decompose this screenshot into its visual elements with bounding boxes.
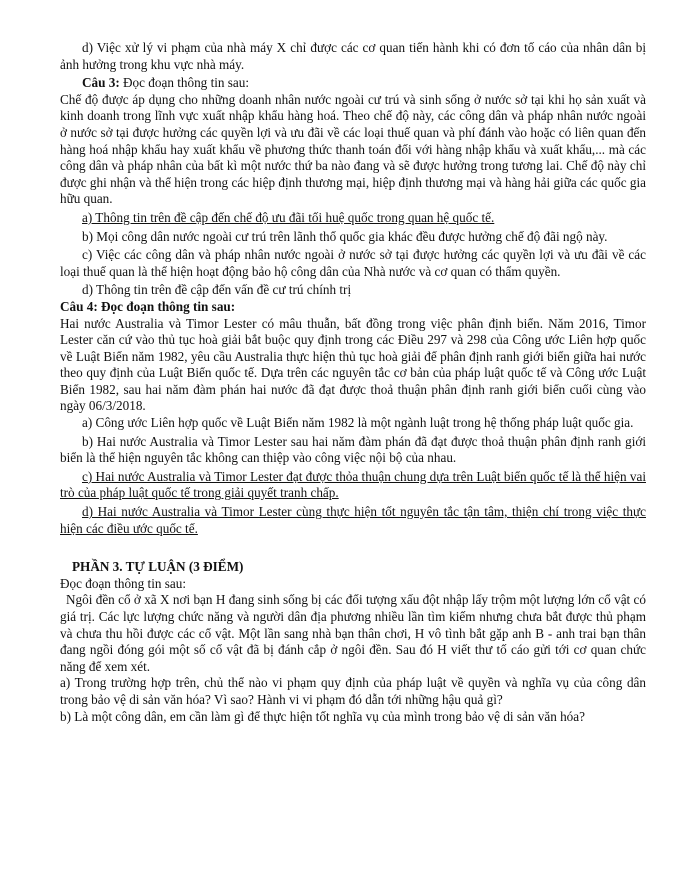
part3-question-a: a) Trong trường hợp trên, chủ thể nào vi phạm quy định của pháp luật về quyền và nghĩa vụ của công dân trong bảo vệ di sản văn hóa? Vì sao? Hành vi vi phạm đó dẫn tới những hậu quả gì?	[60, 675, 646, 707]
q3-option-d: d) Thông tin trên đề cập đến vấn đề cư trú chính trị	[82, 282, 352, 298]
q4-option-a: a) Công ước Liên hợp quốc về Luật Biển năm 1982 là một ngành luật trong hệ thống pháp luật quốc gia.	[82, 415, 634, 431]
q3-option-b: b) Mọi công dân nước ngoài cư trú trên lãnh thổ quốc gia khác đều được hưởng chế độ đãi ngộ này.	[82, 228, 608, 244]
q4-heading: Câu 4: Đọc đoạn thông tin sau:	[60, 298, 236, 314]
q3-heading	[60, 75, 646, 92]
q4-option-c: c) Hai nước Australia và Timor Lester đạt được thỏa thuận chung dựa trên Luật biển quốc tế là thể hiện vai trò của pháp luật quốc tế trong giải quyết tranh chấp.	[60, 468, 646, 501]
q3-option-c: c) Việc các công dân và pháp nhân nước ngoài ở nước sở tại được hưởng các quyền lợi và ưu đãi về các loại thuế quan là thể hiện hoạt động bảo hộ công dân của Nhà nước và cơ quan có thẩm quyền.	[60, 247, 646, 279]
q4-passage: Hai nước Australia và Timor Lester có mâu thuẫn, bất đồng trong việc phân định biển. Năm 2016, Timor Lester căn cứ vào thủ tục hoà giải bắt buộc quy định trong các Điều 297 và 298 của Công ước Liên hợp quốc về Luật Biển năm 1982, yêu cầu Australia thực hiện thủ tục hoà giải để phân định ranh giới biển giữa hai nước theo quy định của Luật Biển quốc tế. Dựa trên các nguyên tắc cơ bản của pháp luật quốc tế và Công ước Luật Biển 1982, sau hai năm đàm phán hai nước đã đạt được thoả thuận phân định ranh giới biển cuối cùng vào ngày 06/3/2018.	[60, 315, 646, 414]
part3-passage: Ngôi đền cổ ở xã X nơi bạn H đang sinh sống bị các đối tượng xấu đột nhập lấy trộm một lượng lớn cổ vật có giá trị. Các lực lượng chức năng và người dân địa phương nhiều lần tìm kiếm nhưng chưa bắt được thủ phạm và chưa thu hồi được các cổ vật. Một lần sang nhà bạn thân chơi, H vô tình bắt gặp anh B - anh trai bạn thân đang ngồi đóng gói một số cổ vật đã bị đánh cắp ở ngôi đền. Sau đó H viết thư tố cáo gửi tới cơ quan chức năng để xem xét.	[60, 592, 646, 674]
q3-passage: Chế độ được áp dụng cho những doanh nhân nước ngoài cư trú và sinh sống ở nước sở tại khi họ sản xuất và kinh doanh trong lĩnh vực xuất nhập khẩu hàng hoá. Theo chế độ này, các công dân và pháp nhân nước ngoài ở nước sở tại được hưởng các quyền lợi và ưu đãi về các loại thuế quan và phí đánh vào hoặc có liên quan đến hàng hoá nhập khẩu hay xuất khẩu về phương thức thanh toán đối với hàng nhập khẩu và xuất khẩu,... mà các công dân và pháp nhân của bất kì một nước thứ ba nào đang và sẽ được hưởng trong tương lai. Chế độ này chỉ được ghi nhận và thể hiện trong các hiệp định thương mại, hiệp định thương mại và hàng hải giữa các quốc gia hữu quan.	[60, 91, 646, 207]
q2-option-d: d) Việc xử lý vi phạm của nhà máy X chỉ được các cơ quan tiến hành khi có đơn tố cáo của nhân dân bị ảnh hưởng trong khu vực nhà máy.	[60, 40, 646, 72]
part3-intro: Đọc đoạn thông tin sau:	[60, 575, 186, 591]
q3-option-a: a) Thông tin trên đề cập đến chế độ ưu đãi tối huệ quốc trong quan hệ quốc tế.	[82, 209, 495, 225]
q3-intro: Đọc đoạn thông tin sau:	[119, 75, 250, 91]
q3-label: Câu 3:	[82, 75, 120, 91]
part3-question-b: b) Là một công dân, em cần làm gì để thực hiện tốt nghĩa vụ của mình trong bảo vệ di sản văn hóa?	[60, 708, 585, 724]
q4-option-d: d) Hai nước Australia và Timor Lester cùng thực hiện tốt nguyên tắc tận tâm, thiện chí trong việc thực hiện các điều ước quốc tế.	[60, 504, 646, 536]
part3-title: PHẦN 3. TỰ LUẬN (3 ĐIỂM)	[72, 559, 244, 575]
q4-option-b: b) Hai nước Australia và Timor Lester sau hai năm đàm phán đã đạt được thoả thuận phân định ranh giới biển là thể hiện nguyên tắc không can thiệp vào công việc nội bộ của nhau.	[60, 433, 646, 466]
